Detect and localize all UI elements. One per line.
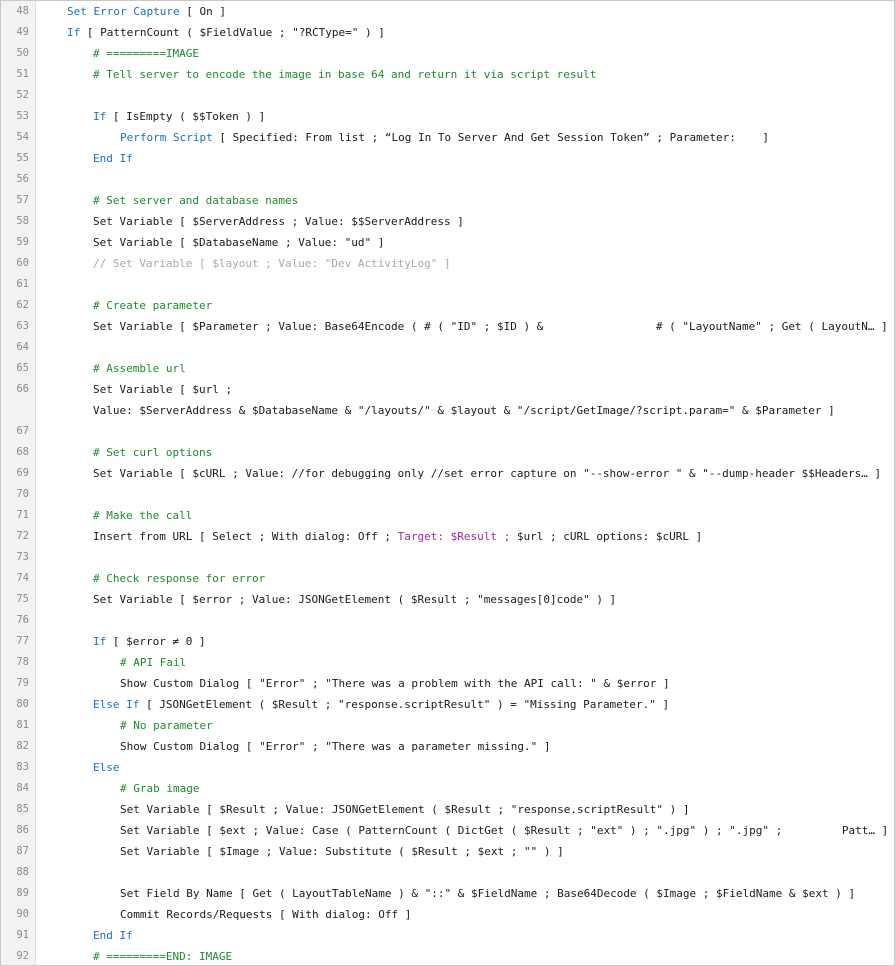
line-number: 48 [16, 5, 29, 17]
step-text: Set Variable [ $Image ; Value: Substitute ( $Result ; $ext ; "" ) ] [120, 845, 564, 858]
script-line[interactable] [1, 673, 894, 694]
script-line[interactable] [1, 547, 894, 568]
line-number: 61 [16, 278, 29, 290]
line-number: 76 [16, 614, 29, 626]
script-comment: # Check response for error [93, 572, 266, 585]
line-number: 83 [16, 761, 29, 773]
line-number: 84 [16, 782, 29, 794]
script-comment: # Set curl options [93, 446, 213, 459]
script-step [120, 778, 199, 799]
script-line[interactable] [1, 715, 894, 736]
script-line[interactable] [1, 253, 894, 274]
step-text: Set Variable [ $ServerAddress ; Value: $$ServerAddress ] [93, 215, 464, 228]
line-number: 69 [16, 467, 29, 479]
line-number: 91 [16, 929, 29, 941]
line-number: 67 [16, 425, 29, 437]
script-line[interactable] [1, 799, 894, 820]
script-step [93, 379, 835, 421]
script-line[interactable] [1, 148, 894, 169]
line-number: 55 [16, 152, 29, 164]
line-number: 80 [16, 698, 29, 710]
line-number: 86 [16, 824, 29, 836]
step-text: Value: $ServerAddress & $DatabaseName & "/layouts/" & $layout & "/script/GetImage/?script.param=" & $Parameter ] [93, 404, 835, 417]
line-number: 52 [16, 89, 29, 101]
line-number: 58 [16, 215, 29, 227]
script-step [93, 505, 192, 526]
step-text: [ IsEmpty ( $$Token ) ] [106, 110, 266, 123]
script-step [120, 673, 670, 694]
script-line[interactable] [1, 610, 894, 631]
script-keyword: If [67, 26, 81, 39]
line-number: 68 [16, 446, 29, 458]
script-line[interactable] [1, 274, 894, 295]
step-text: Set Variable [ $error ; Value: JSONGetElement ( $Result ; "messages[0]code" ) ] [93, 593, 617, 606]
script-step [120, 883, 855, 904]
script-step [120, 715, 213, 736]
script-line[interactable] [1, 442, 894, 463]
line-number: 50 [16, 47, 29, 59]
script-keyword: If [93, 110, 107, 123]
script-step [93, 526, 702, 547]
line-number: 56 [16, 173, 29, 185]
script-step [120, 127, 769, 148]
script-comment: # Assemble url [93, 362, 186, 375]
script-line[interactable] [1, 190, 894, 211]
step-text: Set Variable [ $Parameter ; Value: Base64Encode ( # ( "ID" ; $ID ) & # ( "LayoutName" ; Get ( LayoutN… ] [93, 320, 888, 333]
script-step [120, 904, 411, 925]
step-text: Show Custom Dialog [ "Error" ; "There was a problem with the API call: " & $error ] [120, 677, 670, 690]
script-line[interactable] [1, 652, 894, 673]
script-step [93, 295, 212, 316]
line-number: 78 [16, 656, 29, 668]
step-text: $url ; cURL options: $cURL ] [510, 530, 703, 543]
script-line[interactable] [1, 925, 894, 946]
script-line[interactable] [1, 820, 894, 841]
script-step [93, 316, 888, 337]
script-step [120, 736, 550, 757]
line-number: 92 [16, 950, 29, 962]
script-step [93, 358, 186, 379]
line-number: 82 [16, 740, 29, 752]
script-step [93, 925, 133, 946]
script-step [67, 22, 385, 43]
script-keyword: End If [93, 152, 133, 165]
line-number: 51 [16, 68, 29, 80]
line-number: 57 [16, 194, 29, 206]
script-line[interactable] [1, 211, 894, 232]
script-step [93, 64, 596, 85]
step-text: [ Specified: From list ; “Log In To Server And Get Session Token” ; Parameter: ] [212, 131, 770, 144]
line-number: 71 [16, 509, 29, 521]
script-line[interactable] [1, 379, 894, 421]
step-text: Set Variable [ $url ; [93, 383, 233, 396]
step-text: Set Variable [ $DatabaseName ; Value: "ud" ] [93, 236, 385, 249]
script-line[interactable] [1, 631, 894, 652]
line-number: 85 [16, 803, 29, 815]
script-line[interactable] [1, 127, 894, 148]
script-comment: # API Fail [120, 656, 187, 669]
script-keyword: Else [93, 761, 120, 774]
step-text: Show Custom Dialog [ "Error" ; "There was a parameter missing." ] [120, 740, 551, 753]
script-comment: # No parameter [120, 719, 213, 732]
line-number: 81 [16, 719, 29, 731]
script-step [93, 463, 881, 484]
script-step [93, 589, 616, 610]
script-line[interactable] [1, 43, 894, 64]
script-step [93, 232, 384, 253]
script-line[interactable] [1, 106, 894, 127]
script-step [120, 652, 186, 673]
script-step [120, 799, 690, 820]
script-line[interactable] [1, 169, 894, 190]
script-line[interactable] [1, 1, 894, 22]
step-text: Insert from URL [ Select ; With dialog: Off ; [93, 530, 398, 543]
script-line[interactable] [1, 526, 894, 547]
script-step [93, 631, 206, 652]
script-line[interactable] [1, 589, 894, 610]
script-line[interactable] [1, 64, 894, 85]
target-reference: Target: $Result ; [397, 530, 511, 543]
line-number: 60 [16, 257, 29, 269]
script-step [93, 442, 212, 463]
line-number: 87 [16, 845, 29, 857]
script-line[interactable] [1, 757, 894, 778]
script-line[interactable] [1, 463, 894, 484]
step-text: [ On ] [179, 5, 226, 18]
script-line[interactable] [1, 22, 894, 43]
line-number: 70 [16, 488, 29, 500]
script-step [93, 211, 464, 232]
script-line[interactable] [1, 694, 894, 715]
script-line[interactable] [1, 337, 894, 358]
line-number: 64 [16, 341, 29, 353]
script-comment: # Grab image [120, 782, 200, 795]
line-number: 89 [16, 887, 29, 899]
step-text: Set Variable [ $ext ; Value: Case ( PatternCount ( DictGet ( $Result ; "ext" ) ; ".jpg" ) ; ".jpg" ; Patt… ] [120, 824, 889, 837]
script-keyword: End If [93, 929, 133, 942]
script-line[interactable] [1, 904, 894, 925]
script-comment: # Tell server to encode the image in base 64 and return it via script result [93, 68, 597, 81]
line-number: 75 [16, 593, 29, 605]
line-number: 88 [16, 866, 29, 878]
script-comment: # Create parameter [93, 299, 213, 312]
script-line[interactable] [1, 358, 894, 379]
script-step [120, 820, 888, 841]
script-keyword: Else If [93, 698, 140, 711]
script-comment: # Set server and database names [93, 194, 299, 207]
script-line[interactable] [1, 862, 894, 883]
script-comment: # =========IMAGE [93, 47, 199, 60]
script-comment: # Make the call [93, 509, 193, 522]
script-line[interactable] [1, 883, 894, 904]
script-line[interactable] [1, 316, 894, 337]
script-step [120, 841, 564, 862]
line-number: 66 [16, 383, 29, 395]
script-lines [1, 1, 894, 966]
script-line[interactable] [1, 778, 894, 799]
script-line[interactable] [1, 484, 894, 505]
line-number: 79 [16, 677, 29, 689]
script-line[interactable] [1, 295, 894, 316]
script-keyword: If [93, 635, 107, 648]
disabled-step: // Set Variable [ $layout ; Value: "Dev ActivityLog" ] [93, 257, 451, 270]
step-text: [ JSONGetElement ( $Result ; "response.scriptResult" ) = "Missing Parameter." ] [139, 698, 670, 711]
script-keyword: Perform Script [120, 131, 213, 144]
script-line[interactable] [1, 232, 894, 253]
line-number: 74 [16, 572, 29, 584]
script-line[interactable] [1, 421, 894, 442]
line-number: 59 [16, 236, 29, 248]
script-step [93, 148, 133, 169]
script-step [93, 568, 265, 589]
line-number: 72 [16, 530, 29, 542]
line-number: 65 [16, 362, 29, 374]
script-line[interactable] [1, 841, 894, 862]
script-keyword: Set Error Capture [67, 5, 180, 18]
script-step [93, 757, 120, 778]
step-text: Set Field By Name [ Get ( LayoutTableName ) & "::" & $FieldName ; Base64Decode ( $Image ; $FieldName & $ext ) ] [120, 887, 856, 900]
script-line[interactable] [1, 85, 894, 106]
line-number: 54 [16, 131, 29, 143]
script-line[interactable] [1, 736, 894, 757]
line-number: 62 [16, 299, 29, 311]
step-text: Commit Records/Requests [ With dialog: Off ] [120, 908, 412, 921]
script-step [93, 190, 298, 211]
script-line[interactable] [1, 568, 894, 589]
step-text: Set Variable [ $Result ; Value: JSONGetElement ( $Result ; "response.scriptResult" ) ] [120, 803, 690, 816]
script-step [93, 253, 451, 274]
script-step [93, 43, 199, 64]
line-number: 63 [16, 320, 29, 332]
script-line[interactable] [1, 946, 894, 966]
line-number: 53 [16, 110, 29, 122]
script-step [67, 1, 226, 22]
line-number: 73 [16, 551, 29, 563]
line-number: 90 [16, 908, 29, 920]
script-step [93, 106, 265, 127]
script-step [93, 694, 669, 715]
script-comment: # =========END: IMAGE [93, 950, 233, 963]
step-text: [ PatternCount ( $FieldValue ; "?RCType=" ) ] [80, 26, 385, 39]
step-text: Set Variable [ $cURL ; Value: //for debugging only //set error capture on "--show-error " & "--dump-header $$Headers… ] [93, 467, 882, 480]
script-line[interactable] [1, 505, 894, 526]
line-number: 49 [16, 26, 29, 38]
line-number: 77 [16, 635, 29, 647]
script-step [93, 946, 232, 966]
step-text: [ $error ≠ 0 ] [106, 635, 206, 648]
